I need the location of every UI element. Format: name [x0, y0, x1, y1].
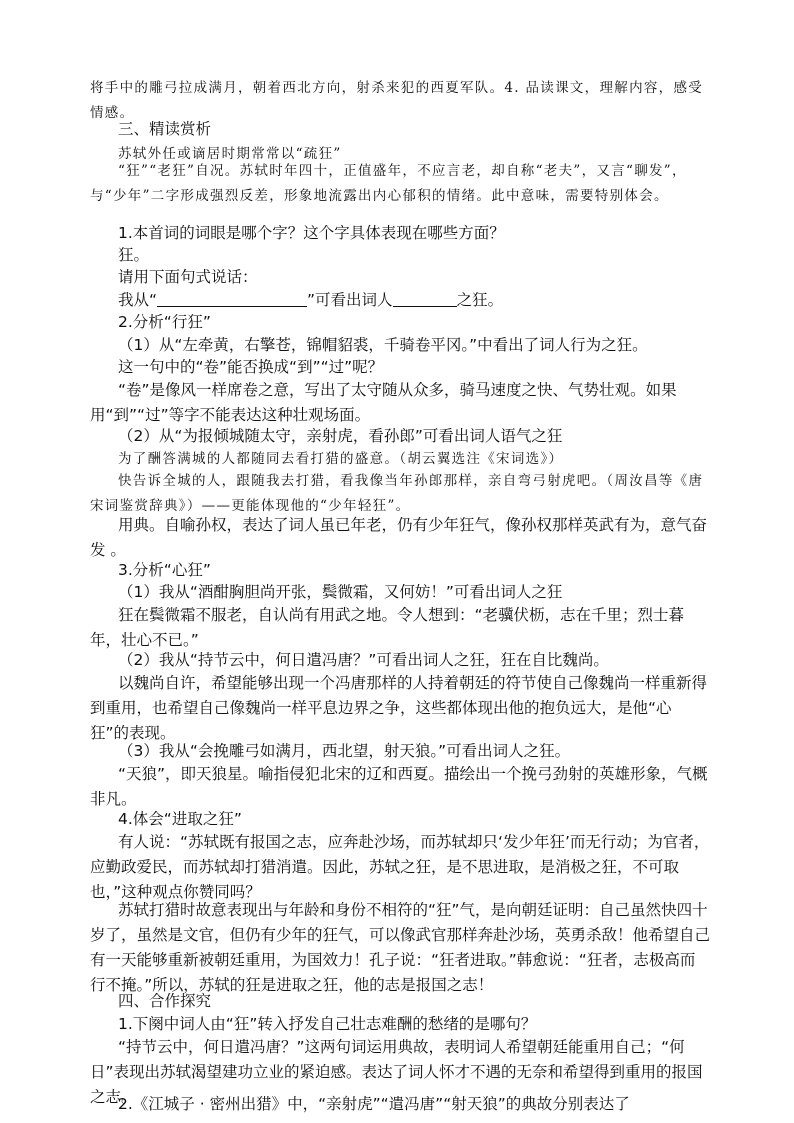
cooperation-question-2: 2.《江城子 · 密州出猎》中，“亲射虎”“遣冯唐”“射天狼”的典故分别表达了	[118, 1095, 630, 1113]
section-heading-4: 四、合作探究	[118, 992, 212, 1010]
section-3-item-2: （2）我从“持节云中，何日遣冯唐？”可看出词人之狂，狂在自比魏尚。	[118, 651, 609, 669]
section-4-title: 4.体会“进取之狂”	[118, 810, 242, 828]
section-2-note-2: 快告诉全城的人，跟随我去打猎，看我像当年孙郎那样，亲自弯弓射虎吧。（周汝昌等《唐宋词鉴赏辞典》）——更能体现他的“少年轻狂”。	[90, 473, 704, 514]
paragraph-kai-1: 苏轼外任或谪居时期常常以“疏狂”	[118, 146, 342, 162]
section-2-answer: “卷”是像风一样席卷之意，写出了太守随从众多，骑马速度之快、气势壮观。如果用“到”“过”等字不能表达这种壮观场面。	[90, 381, 677, 424]
pattern-part-a: 我从“	[118, 291, 158, 309]
section-3-item-3: （3）我从“会挽雕弓如满月，西北望，射天狼。”可看出词人之狂。	[118, 742, 571, 760]
section-3-answer-3: “天狼”，即天狼星。喻指侵犯北宋的辽和西夏。描绘出一个挽弓劲射的英雄形象，气概非凡。	[90, 765, 708, 808]
paragraph-intro: 将手中的雕弓拉成满月，朝着西北方向，射杀来犯的西夏军队。4. 品读课文，理解内容，感受情感。	[90, 80, 704, 121]
pattern-part-c: 之狂。	[456, 291, 504, 309]
paragraph-kai-2: “狂”“老狂”自况。苏轼时年四十，正值盛年，不应言老，却自称“老夫”，又言“聊发”，与“少年”二字形成强烈反差，形象地流露出内心郁积的情绪。此中意味，需要特别体会。	[90, 163, 687, 204]
section-3-title: 3.分析“心狂”	[118, 561, 211, 579]
section-4-viewpoint: 有人说：“苏轼既有报国之志，应奔赴沙场，而苏轼却只‘发少年狂’而无行动；为官者，应勤政爱民，而苏轼却打猎消遣。因此，苏轼之狂，是不思进取，是消极之狂，不可取也，”这种观点你赞同吗？	[90, 833, 710, 901]
section-3-answer-2: 以魏尚自许，希望能够出现一个冯唐那样的人持着朝廷的符节使自己像魏尚一样重新得到重用，也希望自己像魏尚一样平息边界之争，这些都体现出他的抱负远大，是他“心狂”的表现。	[90, 674, 708, 742]
answer-1: 狂。	[118, 246, 150, 264]
section-3-answer-1: 狂在鬓微霜不服老，自认尚有用武之地。令人想到：“老骥伏枥，志在千里；烈士暮年，壮心不已。”	[90, 606, 685, 649]
pattern-part-b: ”可看出词人	[307, 291, 393, 309]
pattern-prompt: 请用下面句式说话：	[118, 268, 258, 286]
section-2-question: 这一句中的“卷”能否换成“到”“过”呢？	[118, 358, 384, 376]
section-4-answer: 苏轼打猎时故意表现出与年龄和身份不相符的“狂”气，是向朝廷证明：自己虽然快四十岁了，虽然是文官，但仍有少年的狂气，可以像武官那样奔赴沙场，英勇杀敌！他希望自己有一天能够重新被朝廷重用，为国效力！孔子说：“狂者进取。”韩愈说：“狂者，志极高而行不掩。”所以，苏轼的狂是进取之狂，他的志是报国之志！	[90, 901, 711, 994]
section-3-item-1: （1）我从“酒酣胸胆尚开张，鬓微霜，又何妨！”可看出词人之狂	[118, 583, 563, 601]
section-2-answer-2: 用典。自喻孙权，表达了词人虽已年老，仍有少年狂气，像孙权那样英武有为，意气奋发 。	[90, 516, 708, 559]
section-2-title: 2.分析“行狂”	[118, 313, 211, 331]
cooperation-answer-1: “持节云中，何日遣冯唐？”这两句词运用典故，表明词人希望朝廷能重用自己；“何日”表现出苏轼渴望建功立业的紧迫感。表达了词人怀才不遇的无奈和希望得到重用的报国之志。	[90, 1038, 703, 1106]
section-2-item-2: （2）从“为报倾城随太守，亲射虎，看孙郎”可看出词人语气之狂	[118, 427, 563, 445]
section-2-note-1: 为了酬答满城的人都随同去看打猎的盛意。（胡云翼选注《宋词选》）	[118, 451, 564, 467]
cooperation-question-1: 1.下阕中词人由“狂”转入抒发自己壮志难酬的愁绪的是哪句？	[118, 1015, 537, 1033]
section-2-item-1: （1）从“左牵黄，右擎苍，锦帽貂裘，千骑卷平冈。”中看出了词人行为之狂。	[118, 336, 648, 354]
section-heading-3: 三、精读赏析	[118, 120, 212, 138]
blank-short[interactable]	[393, 290, 457, 307]
blank-long[interactable]	[157, 290, 307, 307]
question-1: 1.本首词的词眼是哪个字？这个字具体表现在哪些方面？	[118, 224, 505, 242]
